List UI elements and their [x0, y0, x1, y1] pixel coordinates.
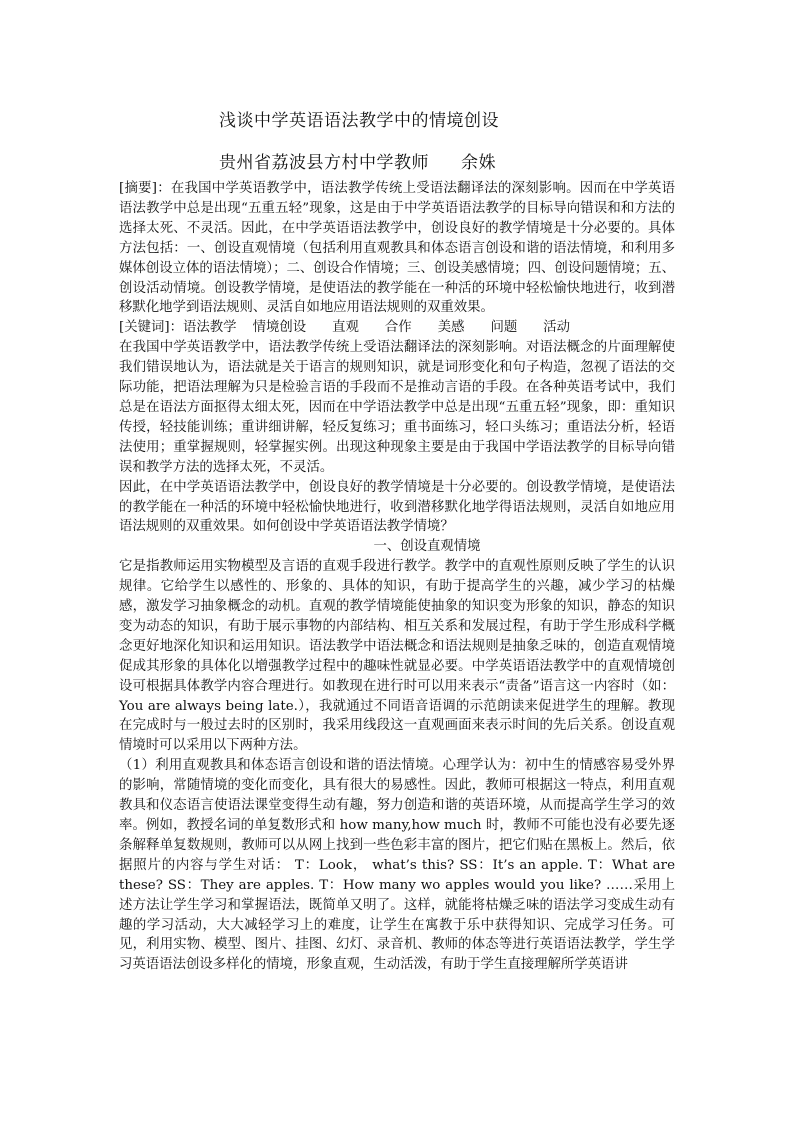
body-paragraph: 它是指教师运用实物模型及言语的直观手段进行教学。教学中的直观性原则反映了学生的认识规律。它给学生以感性的、形象的、具体的知识，有助于提高学生的兴趣，减少学习的枯燥感，激发学习抽象概念的动机。直观的教学情境能使抽象的知识变为形象的知识，静态的知识变为动态的知识，有助于展示事物的内部结构、相互关系和发展过程，有助于学生形成科学概念更好地深化知识和运用知识。语法教学中语法概念和语法规则是抽象乏味的，创造直观情境促成其形象的具体化以增强教学过程中的趣味性就显必要。中学英语语法教学中的直观情境创设可根据具体教学内容合理进行。如教现在进行时可以用来表示“责备”语言这一内容时（如：You are always being late.），我就通过不同语音语调的示范朗读来促进学生的理解。教现在完成时与一般过去时的区别时，我采用线段这一直观画面来表示时间的先后关系。创设直观情境时可以采用以下两种方法。 [119, 559, 675, 754]
keyword: 活动 [543, 320, 571, 336]
document-body [119, 179, 675, 975]
keyword: 合作 [384, 320, 412, 336]
body-paragraph: （1）利用直观教具和体态语言创设和谐的语法情境。心理学认为：初中生的情感容易受外界的影响，常随情境的变化而变化，具有很大的易感性。因此，教师可根据这一特点，利用直观教具和仪态语言使语法课堂变得生动有趣，努力创造和谐的英语环境，从而提高学生学习的效率。例如，教授名词的单复数形式和 how many,how much 时，教师不可能也没有必要先逐条解释单复数规则，教师可以从网上找到一些色彩丰富的图片，把它们贴在黑板上。然后，依据照片的内容与学生对话： T：Look， what’s this? SS：It’s an apple. T：What are these? SS：They are apples. T：How many wo apples would you like? ……采用上述方法让学生学习和掌握语法，既简单又明了。这样，就能将枯燥乏味的语法学习变成生动有趣的学习活动，大大减轻学习上的难度，让学生在寓教于乐中获得知识、完成学习任务。可见，利用实物、模型、图片、挂图、幻灯、录音机、教师的体态等进行英语语法教学，学生学习英语语法创设多样化的情境，形象直观，生动活泼，有助于学生直接理解所学英语讲 [119, 758, 675, 973]
keyword: 问题 [490, 320, 518, 336]
keyword: 美感 [437, 320, 465, 336]
keyword: 情境创设 [252, 320, 307, 336]
author-affiliation: 贵州省荔波县方村中学教师 [219, 153, 429, 173]
section-heading: 一、创设直观情境 [373, 539, 481, 555]
keywords-line [119, 318, 675, 338]
keywords-label: [关键词]：语法教学 [119, 320, 237, 336]
document-title: 浅谈中学英语语法教学中的情境创设 [219, 111, 499, 131]
author-name: 余姝 [461, 153, 496, 173]
keyword: 直观 [332, 320, 359, 336]
body-paragraph: 在我国中学英语教学中，语法教学传统上受语法翻译法的深刻影响。对语法概念的片面理解使我们错误地认为，语法就是关于语言的规则知识，就是词形变化和句子构造，忽视了语法的交际功能，把语法理解为只是检验言语的手段而不是推动言语的手段。在各种英语考试中，我们总是在语法方面抠得太细太死，因而在中学语法教学中总是出现“五重五轻”现象，即：重知识传授，轻技能训练；重讲细讲解，轻反复练习；重书面练习，轻口头练习；重语法分析，轻语法使用；重掌握规则，轻掌握实例。出现这种现象主要是由于我国中学语法教学的目标导向错误和教学方法的选择太死，不灵活。 [119, 340, 675, 475]
author-line [219, 148, 496, 173]
abstract-paragraph: [摘要]：在我国中学英语教学中，语法教学传统上受语法翻译法的深刻影响。因而在中学英语语法教学中总是出现“五重五轻”现象，这是由于中学英语语法教学的目标导向错误和和方法的选择太死、不灵活。因此，在中学英语语法教学中，创设良好的教学情境是十分必要的。具体方法包括：一、创设直观情境（包括利用直观教具和体态语言创设和谐的语法情境，和利用多媒体创设立体的语法情境）；二、创设合作情境；三、创设美感情境；四、创设问题情境；五、创设活动情境。创设教学情境，是使语法的教学能在一种活的环境中轻松愉快地进行，收到潜移默化地学到语法规则、灵活自如地应用语法规则的双重效果。 [119, 181, 675, 316]
body-paragraph: 因此，在中学英语语法教学中，创设良好的教学情境是十分必要的。创设教学情境，是使语法的教学能在一种活的环境中轻松愉快地进行，收到潜移默化地学得语法规则，灵活自如地应用语法规则的双重效果。如何创设中学英语语法教学情境？ [119, 479, 675, 535]
